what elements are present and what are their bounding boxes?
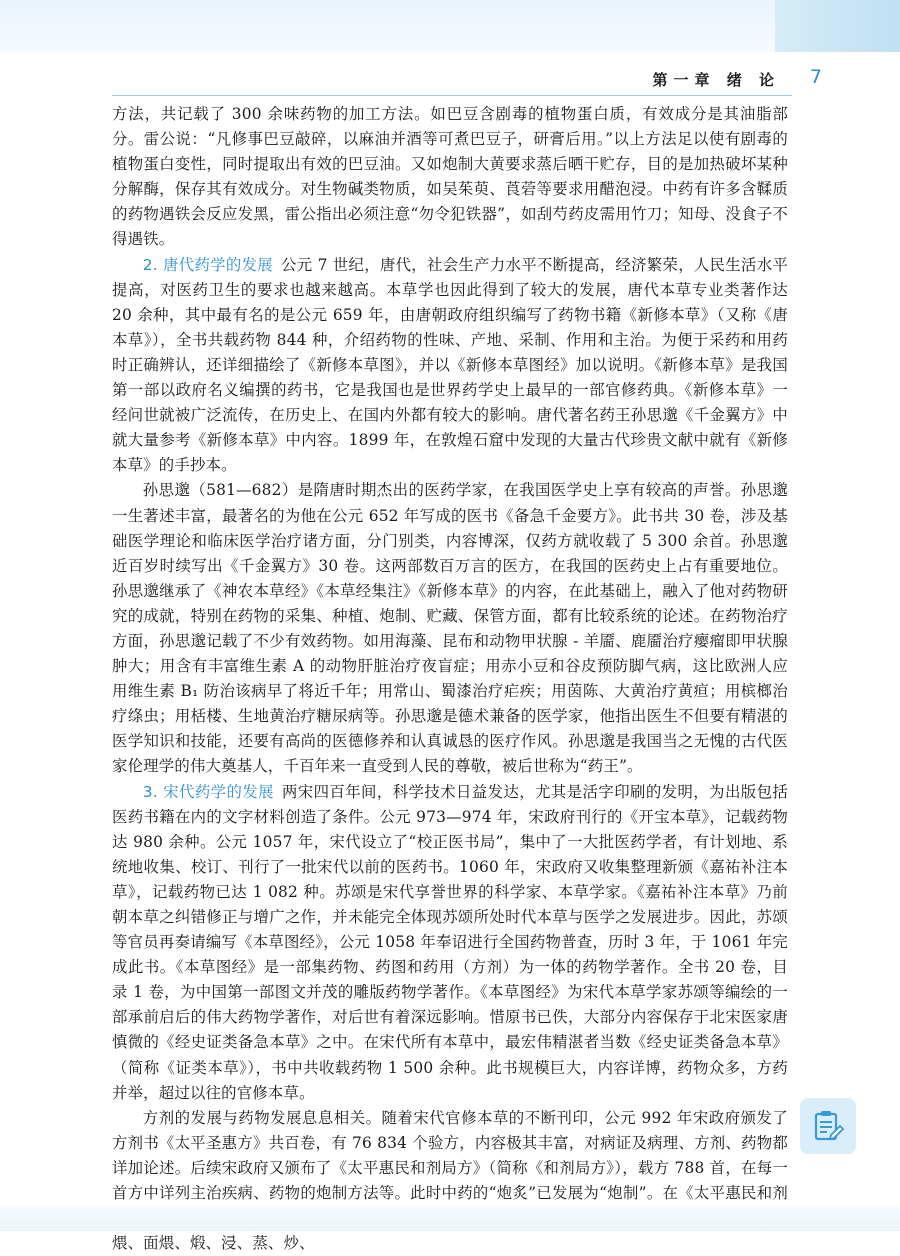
paragraph-text: 方剂的发展与药物发展息息相关。随着宋代官修本草的不断刊印，公元 992 年宋政府颁发了方剂书《太平圣惠方》共百卷，有 76 834 个验方，内容极其丰富，对病证及病理、方剂、药物都详加论述。后续宋政府又颁布了《太平惠民和剂局方》（简称《和剂局方》），载方 788 首，在每一首方中详列主治疾病、药物的炮制方法等。此时中药的“炮炙”已发展为“炮制”。在《太平惠民和剂 煨、面煨、煅、浸、蒸、炒、 (112, 1108, 788, 1253)
paragraph-song-dynasty (112, 780, 788, 1106)
bottom-decor-band (0, 1207, 900, 1231)
paragraph-tang-dynasty (112, 253, 788, 479)
header-rule (112, 95, 792, 96)
paragraph-text: 孙思邈（581—682）是隋唐时期杰出的医药学家，在我国医学史上享有较高的声誉。孙思邈一生著述丰富，最著名的为他在公元 652 年写成的医书《备急千金要方》。此书共 30 卷，涉及基础医学理论和临床医学治疗诸方面，分门别类，内容博深，仅药方就收载了 5 300 余首。孙思邈近百岁时续写出《千金翼方》30 卷。这两部数百万言的医方，在我国的医药史上占有重要地位。孙思邈继承了《神农本草经》《本草经集注》《新修本草》的内容，在此基础上，融入了他对药物研究的成就，特别在药物的采集、种植、炮制、贮藏、保管方面，都有比较系统的论述。在药物治疗方面，孙思邈记载了不少有效药物。如用海藻、昆布和动物甲状腺 - 羊靥、鹿靥治疗瘿瘤即甲状腺肿大；用含有丰富维生素 A 的动物肝脏治疗夜盲症；用赤小豆和谷皮预防脚气病，这比欧洲人应用维生素 B₁ 防治该病早了将近千年；用常山、蜀漆治疗疟疾；用茵陈、大黄治疗黄疸；用槟榔治疗绦虫；用栝楼、生地黄治疗糖尿病等。孙思邈是德术兼备的医学家，他指出医生不但要有精湛的医学知识和技能，还要有高尚的医德修养和认真诚恳的医疗作风。孙思邈是我国当之无愧的古代医家伦理学的伟大奠基人，千百年来一直受到人民的尊敬，被后世称为“药王”。 (112, 481, 788, 776)
top-decor-corner (775, 0, 900, 52)
paragraph-processing-methods (112, 102, 788, 253)
notepad-edit-icon (810, 1108, 846, 1144)
notes-button[interactable] (800, 1098, 856, 1154)
body-text (112, 102, 788, 1256)
chapter-title: 第一章 绪 论 (652, 71, 780, 89)
running-header (0, 68, 900, 92)
paragraph-sun-simiao (112, 478, 788, 779)
section-heading-song: 3. 宋代药学的发展 (142, 782, 274, 801)
paragraph-prescriptions (112, 1106, 788, 1256)
page-number: 7 (809, 66, 822, 88)
paragraph-text: 公元 7 世纪，唐代，社会生产力水平不断提高，经济繁荣，人民生活水平提高，对医药卫生的要求也越来越高。本草学也因此得到了较大的发展，唐代本草专业类著作达 20 余种，其中最有名的是公元 659 年，由唐朝政府组织编写了药物书籍《新修本草》（又称《唐本草》），全书共载药物 844 种，介绍药物的性味、产地、采制、作用和主治。为便于采药和用药时正确辨认，还详细描绘了《新修本草图》，并以《新修本草图经》加以说明。《新修本草》是我国第一部以政府名义编撰的药书，它是我国也是世界药学史上最早的一部官修药典。《新修本草》一经问世就被广泛流传，在历史上、在国内外都有较大的影响。唐代著名药王孙思邈《千金翼方》中就大量参考《新修本草》中内容。1899 年，在敦煌石窟中发现的大量古代珍贵文献中就有《新修本草》的手抄本。 (112, 255, 788, 475)
section-heading-tang: 2. 唐代药学的发展 (142, 255, 273, 274)
paragraph-text: 两宋四百年间，科学技术日益发达，尤其是活字印刷的发明，为出版包括医药书籍在内的文字材料创造了条件。公元 973—974 年，宋政府刊行的《开宝本草》，记载药物达 980 余种。公元 1057 年，宋代设立了“校正医书局”，集中了一大批医药学者，有计划地、系统地收集、校订、刊行了一批宋代以前的医药书。1060 年，宋政府又收集整理新颁《嘉祐补注本草》，记载药物已达 1 082 种。苏颂是宋代享誉世界的科学家、本草学家。《嘉祐补注本草》乃前朝本草之纠错修正与增广之作，并未能完全体现苏颂所处时代本草与医学之发展进步。因此，苏颂等官员再奏请编写《本草图经》，公元 1058 年奉诏进行全国药物普查，历时 3 年，于 1061 年完成此书。《本草图经》是一部集药物、药图和药用（方剂）为一体的药物学著作。全书 20 卷，目录 1 卷，为中国第一部图文并茂的雕版药物学著作。《本草图经》为宋代本草学家苏颂等编绘的一部承前启后的伟大药物学著作，对后世有着深远影响。惜原书已佚，大部分内容保存于北宋医家唐慎微的《经史证类备急本草》之中。在宋代所有本草中，最宏伟精湛者当数《经史证类备急本草》（简称《证类本草》），书中共收载药物 1 500 余种。此书规模巨大，内容详博，药物众多，方药并举，超过以往的官修本草。 (112, 782, 788, 1102)
paragraph-text: 方法，共记载了 300 余味药物的加工方法。如巴豆含剧毒的植物蛋白质，有效成分是其油脂部分。雷公说：“凡修事巴豆敲碎，以麻油并酒等可煮巴豆子，研膏后用。”以上方法足以使有剧毒的植物蛋白变性，同时提取出有效的巴豆油。又如炮制大黄要求蒸后晒干贮存，目的是加热破坏某种分解酶，保存其有效成分。对生物碱类物质，如吴茱萸、莨菪等要求用醋泡浸。中药有许多含鞣质的药物遇铁会反应发黑，雷公指出必须注意“勿令犯铁器”，如刮芍药皮需用竹刀；知母、没食子不得遇铁。 (112, 105, 788, 249)
top-decor-band (0, 0, 900, 52)
